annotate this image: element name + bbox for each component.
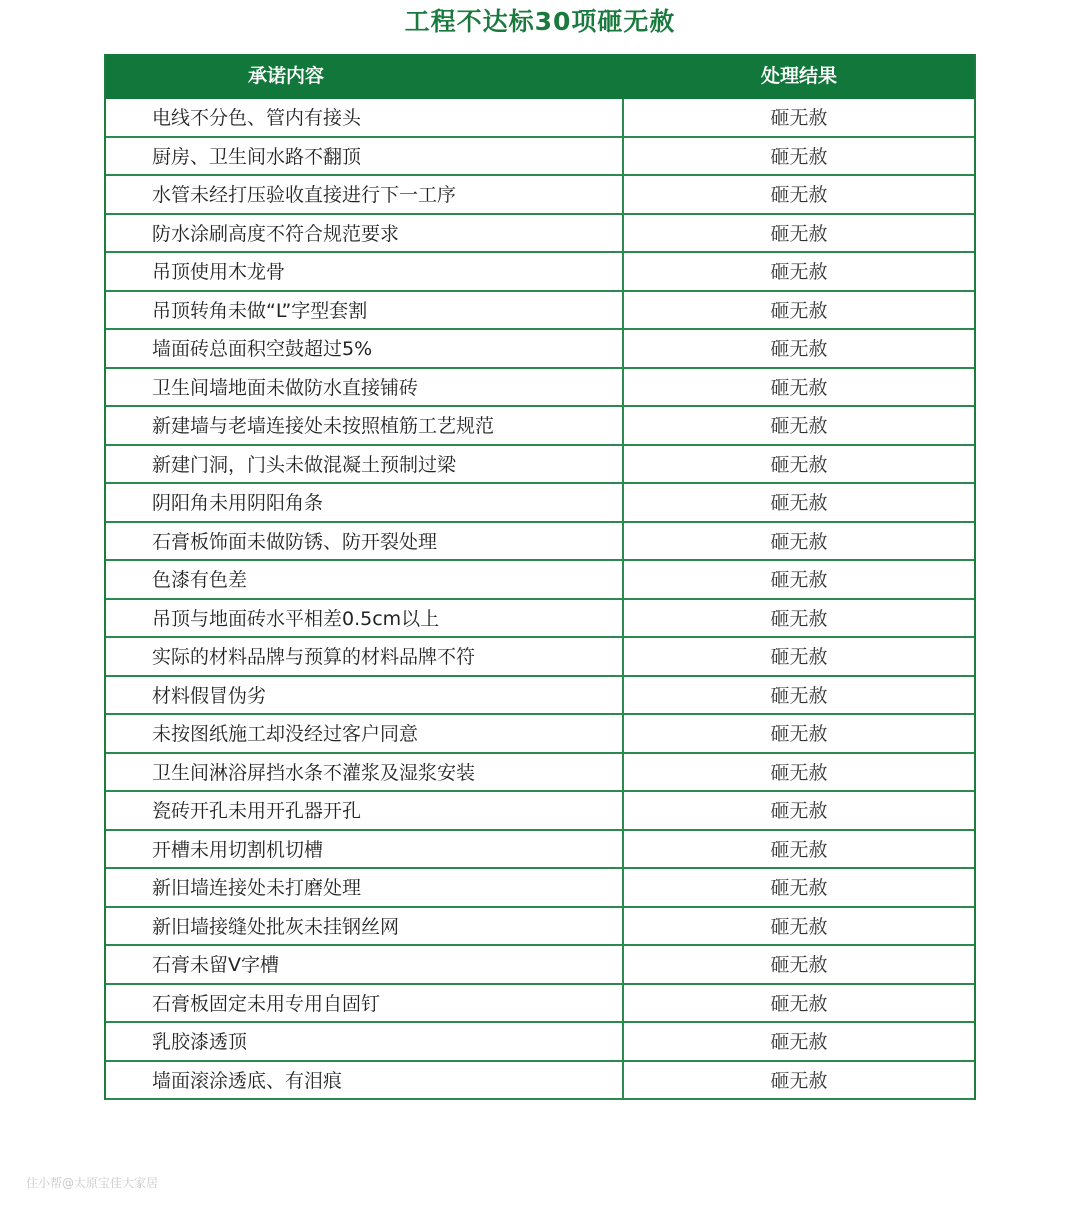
row-result: 砸无赦 bbox=[770, 145, 828, 168]
row-content: 厨房、卫生间水路不翻顶 bbox=[106, 138, 624, 175]
row-content: 色漆有色差 bbox=[106, 561, 624, 598]
table-row bbox=[106, 754, 974, 793]
table-row bbox=[106, 330, 974, 369]
row-result: 砸无赦 bbox=[770, 607, 828, 630]
row-result: 砸无赦 bbox=[770, 184, 828, 206]
table-row bbox=[106, 600, 974, 639]
row-content: 瓷砖开孔未用开孔器开孔 bbox=[106, 792, 624, 829]
row-content: 开槽未用切割机切槽 bbox=[106, 831, 624, 868]
table-row bbox=[106, 831, 974, 870]
row-content: 材料假冒伪劣 bbox=[106, 677, 624, 714]
row-result: 砸无赦 bbox=[770, 530, 828, 553]
row-content: 实际的材料品牌与预算的材料品牌不符 bbox=[106, 638, 624, 675]
row-result: 砸无赦 bbox=[770, 915, 828, 938]
table-row bbox=[106, 1062, 974, 1101]
row-result: 砸无赦 bbox=[770, 338, 828, 360]
table-row bbox=[106, 253, 974, 292]
table-row bbox=[106, 908, 974, 947]
row-content: 水管未经打压验收直接进行下一工序 bbox=[106, 176, 624, 213]
header-result: 处理结果 bbox=[760, 65, 837, 87]
row-content: 石膏未留V字槽 bbox=[106, 946, 624, 983]
table-row bbox=[106, 99, 974, 138]
row-content: 未按图纸施工却没经过客户同意 bbox=[106, 715, 624, 752]
row-content: 墙面砖总面积空鼓超过5% bbox=[106, 330, 624, 367]
row-result: 砸无赦 bbox=[770, 1031, 828, 1053]
table-row bbox=[106, 484, 974, 523]
row-content: 吊顶与地面砖水平相差0.5cm以上 bbox=[106, 600, 624, 637]
table-row bbox=[106, 638, 974, 677]
row-result: 砸无赦 bbox=[770, 569, 828, 591]
table-row bbox=[106, 946, 974, 985]
watermark: 住小帮@太原宝佳大家居 bbox=[26, 1176, 159, 1190]
header-content: 承诺内容 bbox=[248, 65, 325, 87]
table-row bbox=[106, 869, 974, 908]
row-content: 石膏板饰面未做防锈、防开裂处理 bbox=[106, 523, 624, 560]
table-row bbox=[106, 292, 974, 331]
table-header bbox=[106, 54, 974, 99]
table-row bbox=[106, 446, 974, 485]
row-content: 吊顶使用木龙骨 bbox=[106, 253, 624, 290]
row-content: 卫生间淋浴屏挡水条不灌浆及湿浆安装 bbox=[106, 754, 624, 791]
row-result: 砸无赦 bbox=[770, 492, 828, 514]
rules-table bbox=[104, 54, 976, 1100]
row-result: 砸无赦 bbox=[770, 299, 828, 322]
row-result: 砸无赦 bbox=[770, 646, 828, 668]
table-row bbox=[106, 523, 974, 562]
row-content: 新旧墙连接处未打磨处理 bbox=[106, 869, 624, 906]
table-row bbox=[106, 985, 974, 1024]
table-row bbox=[106, 1023, 974, 1062]
row-result: 砸无赦 bbox=[770, 261, 828, 283]
row-result: 砸无赦 bbox=[770, 800, 828, 822]
row-result: 砸无赦 bbox=[770, 453, 828, 476]
row-content: 乳胶漆透顶 bbox=[106, 1023, 624, 1060]
row-content: 墙面滚涂透底、有泪痕 bbox=[106, 1062, 624, 1099]
table-body bbox=[106, 99, 974, 1100]
table-row bbox=[106, 677, 974, 716]
row-content: 吊顶转角未做“L”字型套割 bbox=[106, 292, 624, 329]
row-content: 电线不分色、管内有接头 bbox=[106, 99, 624, 136]
row-result: 砸无赦 bbox=[770, 992, 828, 1015]
page-title: 工程不达标30项砸无赦 bbox=[404, 7, 676, 36]
table-row bbox=[106, 792, 974, 831]
table-row bbox=[106, 215, 974, 254]
row-content: 防水涂刷高度不符合规范要求 bbox=[106, 215, 624, 252]
row-content: 新建门洞，门头未做混凝土预制过梁 bbox=[106, 446, 624, 483]
row-result: 砸无赦 bbox=[770, 761, 828, 784]
row-content: 卫生间墙地面未做防水直接铺砖 bbox=[106, 369, 624, 406]
table-row bbox=[106, 176, 974, 215]
table-row bbox=[106, 407, 974, 446]
row-result: 砸无赦 bbox=[770, 376, 828, 399]
row-content: 新旧墙接缝处批灰未挂钢丝网 bbox=[106, 908, 624, 945]
row-result: 砸无赦 bbox=[770, 222, 828, 245]
row-content: 石膏板固定未用专用自固钉 bbox=[106, 985, 624, 1022]
row-result: 砸无赦 bbox=[770, 107, 828, 129]
row-result: 砸无赦 bbox=[770, 838, 828, 861]
row-content: 新建墙与老墙连接处未按照植筋工艺规范 bbox=[106, 407, 624, 444]
row-result: 砸无赦 bbox=[770, 723, 828, 745]
row-result: 砸无赦 bbox=[770, 954, 828, 976]
row-result: 砸无赦 bbox=[770, 1069, 828, 1092]
row-result: 砸无赦 bbox=[770, 415, 828, 437]
row-result: 砸无赦 bbox=[770, 684, 828, 707]
table-row bbox=[106, 138, 974, 177]
row-content: 阴阳角未用阴阳角条 bbox=[106, 484, 624, 521]
table-row bbox=[106, 561, 974, 600]
row-result: 砸无赦 bbox=[770, 877, 828, 899]
table-row bbox=[106, 715, 974, 754]
table-row bbox=[106, 369, 974, 408]
